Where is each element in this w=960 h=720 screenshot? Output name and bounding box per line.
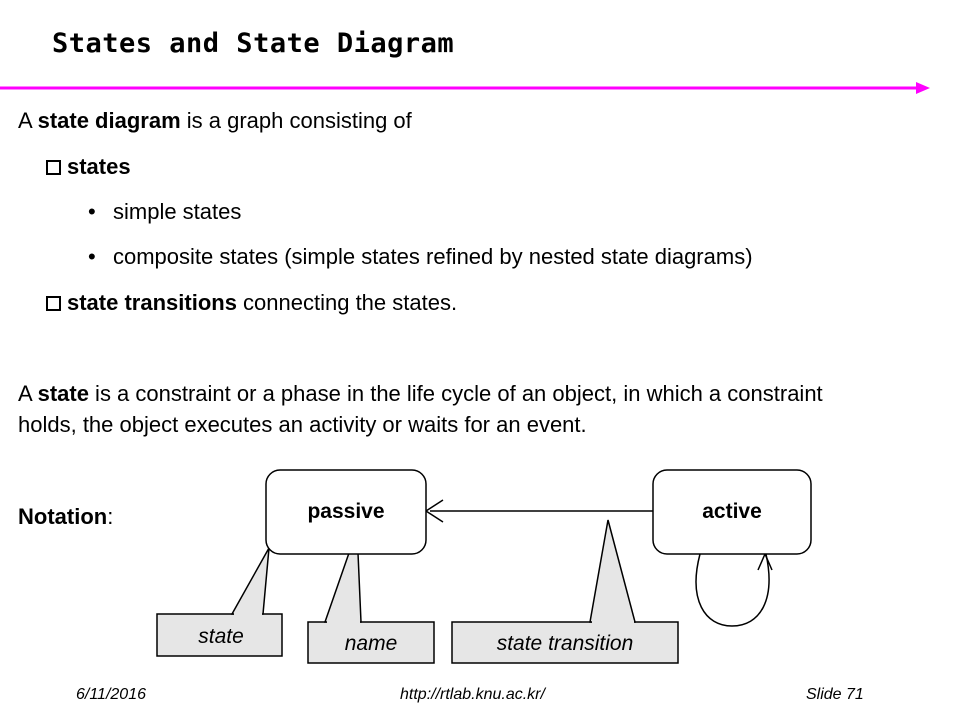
footer-slide-number: Slide 71 xyxy=(806,686,864,703)
term-state: state xyxy=(37,381,89,406)
callout-state-label: state xyxy=(198,625,244,648)
callout-transition-label: state transition xyxy=(496,632,634,655)
arrowhead-icon xyxy=(758,554,772,570)
intro-line: A state diagram is a graph consisting of xyxy=(18,108,412,133)
state-passive-label: passive xyxy=(307,500,385,523)
item-state-transitions: state transitions connecting the states. xyxy=(46,290,457,316)
item-states: states xyxy=(46,154,131,180)
term-state-diagram: state diagram xyxy=(37,108,181,133)
definition-line-2: holds, the object executes an activity or waits for an event. xyxy=(18,412,587,437)
notation-label: Notation: xyxy=(18,504,114,529)
callout-state-pointer xyxy=(232,548,269,614)
definition-line-1: A state is a constraint or a phase in the life cycle of an object, in which a constraint xyxy=(18,381,823,406)
callout-transition-pointer xyxy=(590,520,635,622)
state-active-label: active xyxy=(702,500,762,523)
footer-date: 6/11/2016 xyxy=(76,686,146,703)
slide-title: States and State Diagram xyxy=(52,28,455,59)
bullet-dot-icon: • xyxy=(88,244,96,269)
callout-name-label: name xyxy=(344,632,398,655)
bullet-simple-states: simple states xyxy=(113,199,242,224)
bullet-dot-icon: • xyxy=(88,199,96,224)
footer-url[interactable]: http://rtlab.knu.ac.kr/ xyxy=(400,686,545,703)
bullet-composite-states: composite states (simple states refined by nested state diagrams) xyxy=(113,244,753,269)
self-transition-loop xyxy=(696,554,769,626)
